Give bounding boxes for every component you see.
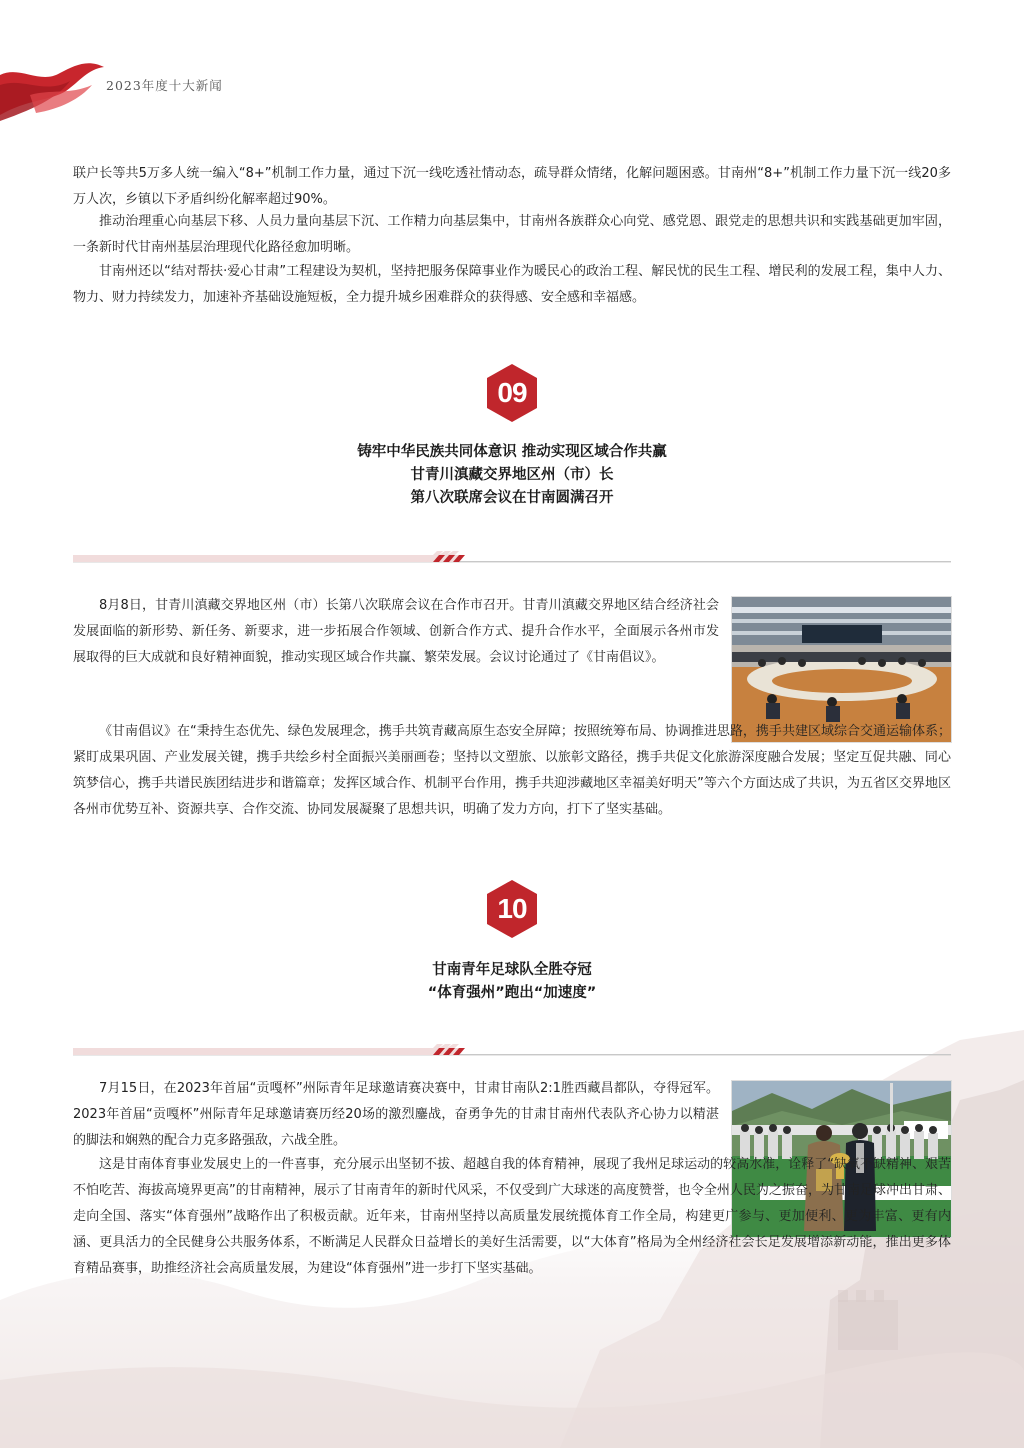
section-10-paragraph-1: 7月15日，在2023年首届“贡嘎杯”州际青年足球邀请赛决赛中，甘肃甘南队2:1胜西藏昌都队，夺得冠军。2023年首届“贡嘎杯”州际青年足球邀请赛历经20场的激烈鏖战，奋勇争先的甘肃甘南州代表队齐心协力以精湛的脚法和娴熟的配合力克多路强敌，六战全胜。: [73, 1081, 719, 1148]
section-09-divider: [73, 550, 951, 564]
section-09-number: 09: [497, 377, 527, 408]
section-09-title-line-3: 第八次联席会议在甘南圆满召开: [410, 490, 614, 506]
section-09-badge: [485, 363, 539, 423]
section-09-paragraph-2: 《甘南倡议》在“秉持生态优先、绿色发展理念，携手共筑青藏高原生态安全屏障；按照统筹布局、协调推进思路，携手共建区域综合交通运输体系；紧盯成果巩固、产业发展关键，携手共绘乡村全面振兴美丽画卷；坚持以文塑旅、以旅彰文路径，携手共促文化旅游深度融合发展；坚定互促共融、同心筑梦信心，携手共谱民族团结进步和谐篇章；发挥区域合作、机制平台作用，携手共迎涉藏地区幸福美好明天”等六个方面达成了共识，为五省区交界地区各州市优势互补、资源共享、合作交流、协同发展凝聚了思想共识，明确了发力方向，打下了坚实基础。: [73, 724, 951, 817]
section-10-title-line-1: 甘南青年足球队全胜夺冠: [432, 962, 592, 978]
section-10-divider: [73, 1043, 951, 1057]
section-10-paragraph-2: 这是甘南体育事业发展史上的一件喜事，充分展示出坚韧不拔、超越自我的体育精神，展现了我州足球运动的较高水准，诠释了“缺氧不缺精神、艰苦不怕吃苦、海拔高境界更高”的甘南精神，展示了甘南青年的新时代风采，不仅受到广大球迷的高度赞誉，也令全州人民为之振奋，为甘南足球冲出甘肃、走向全国、落实“体育强州”战略作出了积极贡献。近年来，甘南州坚持以高质量发展统揽体育工作全局，构建更广参与、更加便利、更为丰富、更有内涵、更具活力的全民健身公共服务体系，不断满足人民群众日益增长的美好生活需要，以“大体育”格局为全州经济社会长足发展增添新动能，推出更多体育精品赛事，助推经济社会高质量发展，为建设“体育强州”进一步打下坚实基础。: [73, 1157, 951, 1276]
red-ribbon-icon: [0, 55, 110, 125]
header-title: 2023年度十大新闻: [106, 78, 223, 93]
section-09-title-line-2: 甘青川滇藏交界地区州（市）长: [410, 467, 614, 483]
section-10-badge: [485, 879, 539, 939]
section-09-paragraph-1-text: 8月8日，甘青川滇藏交界地区州（市）长第八次联席会议在合作市召开。甘青川滇藏交界地区结合经济社会发展面临的新形势、新任务、新要求，进一步拓展合作领域、创新合作方式、提升合作水平，全面展示各州市发展取得的巨大成就和良好精神面貌，推动实现区域合作共赢、繁荣发展。会议讨论通过了《甘南倡议》。: [73, 598, 719, 665]
intro-paragraph-3: 甘南州还以“结对帮扶·爱心甘肃”工程建设为契机，坚持把服务保障事业作为暖民心的政治工程、解民忧的民生工程、增民利的发展工程，集中人力、物力、财力持续发力，加速补齐基础设施短板，全力提升城乡困难群众的获得感、安全感和幸福感。: [73, 264, 951, 305]
section-09-paragraph-1: [73, 593, 719, 671]
section-10-title: [262, 959, 762, 1005]
section-10-title-line-2: “体育强州”跑出“加速度”: [427, 985, 597, 1001]
section-09-title-line-1: 铸牢中华民族共同体意识 推动实现区域合作共赢: [357, 444, 667, 460]
intro-paragraph-1: 联户长等共5万多人统一编入“8+”机制工作力量，通过下沉一线吃透社情动态，疏导群众情绪，化解问题困惑。甘南州“8+”机制工作力量下沉一线20多万人次，乡镇以下矛盾纠纷化解率超过90%。: [73, 166, 951, 207]
intro-paragraph-2: 推动治理重心向基层下移、人员力量向基层下沉、工作精力向基层集中，甘南州各族群众心向党、感党恩、跟党走的思想共识和实践基础更加牢固，一条新时代甘南州基层治理现代化路径愈加明晰。: [73, 214, 951, 255]
section-10-number: 10: [497, 893, 527, 924]
section-09-title: [262, 441, 762, 510]
